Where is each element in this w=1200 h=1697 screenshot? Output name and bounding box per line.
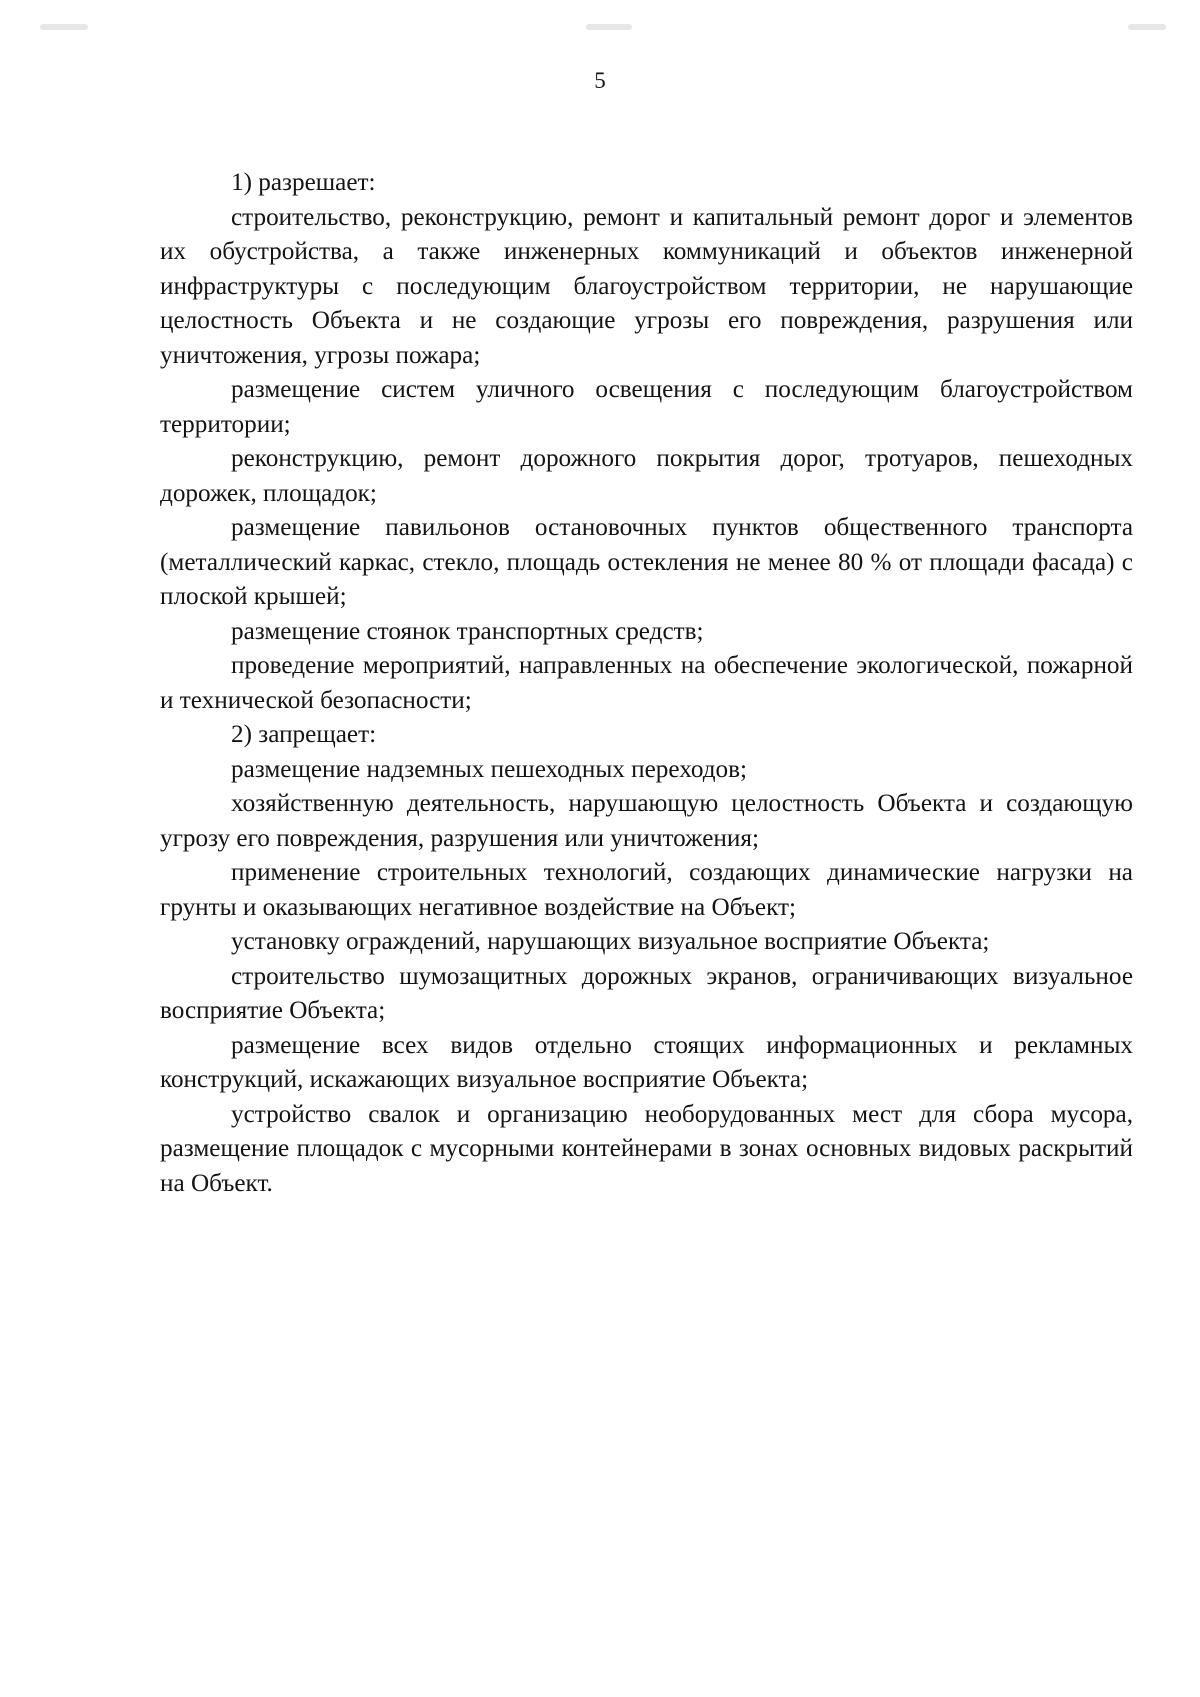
paragraph: размещение стоянок транспортных средств; [231, 617, 704, 645]
paragraph: размещение надземных пешеходных переходов; [231, 755, 748, 783]
section-heading-prohibits: 2) запрещает: [231, 721, 377, 748]
paragraph: устройство свалок и организацию необорудованных мест для сбора мусора, размещение площадок с мусорными контейнерами в зонах основных видовых раскрытий на Объект. [160, 1100, 1133, 1197]
paragraph: реконструкцию, ремонт дорожного покрытия дорог, тротуаров, пешеходных дорожек, площадок; [160, 445, 1133, 507]
paragraph: размещение всех видов отдельно стоящих информационных и рекламных конструкций, искажающих визуальное восприятие Объекта; [160, 1031, 1133, 1093]
document-body [160, 166, 1133, 1201]
paragraph: размещение павильонов остановочных пунктов общественного транспорта (металлический каркас, стекло, площадь остекления не менее 80 % от площади фасада) с плоской крышей; [160, 514, 1133, 610]
paragraph: проведение мероприятий, направленных на обеспечение экологической, пожарной и технической безопасности; [160, 652, 1133, 714]
paragraph: установку ограждений, нарушающих визуальное восприятие Объекта; [231, 928, 990, 955]
paragraph: размещение систем уличного освещения с последующим благоустройством территории; [160, 376, 1133, 438]
paragraph: строительство шумозащитных дорожных экранов, ограничивающих визуальное восприятие Объекта; [160, 962, 1133, 1024]
section-heading-permits: 1) разрешает: [231, 169, 376, 196]
paragraph: хозяйственную деятельность, нарушающую целостность Объекта и создающую угрозу его повреждения, разрушения или уничтожения; [160, 790, 1133, 852]
paragraph: применение строительных технологий, создающих динамические нагрузки на грунты и оказывающих негативное воздействие на Объект; [160, 859, 1133, 921]
scan-artifact-center [586, 24, 632, 30]
scan-artifact-right [1128, 24, 1166, 30]
paragraph: строительство, реконструкцию, ремонт и капитальный ремонт дорог и элементов их обустройства, а также инженерных коммуникаций и объектов инженерной инфраструктуры с последующим благоустройством территории, не нарушающие целостность Объекта и не создающие угрозы его повреждения, разрушения или уничтожения, угрозы пожара; [160, 203, 1133, 369]
page-number: 5 [594, 68, 606, 93]
scan-artifact-left [40, 24, 88, 30]
